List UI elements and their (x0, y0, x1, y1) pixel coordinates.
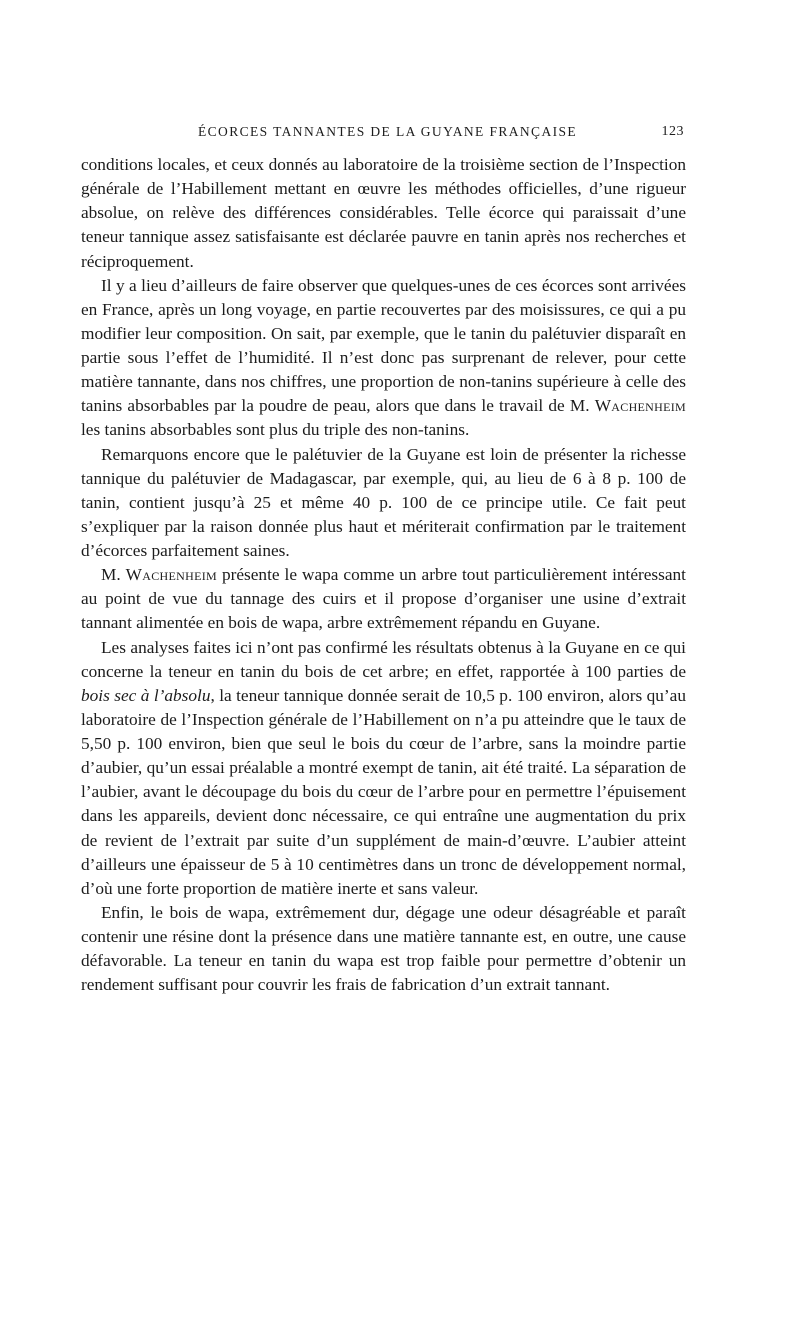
paragraph-2-text-a: Il y a lieu d’ailleurs de faire observer que quelques-unes de ces écorces sont arrivées en France, après un long voyage, en partie recouvertes par des moisissures, ce qui a pu modifier leur composition. On sait, par exemple, que le tanin du palétuvier disparaît en partie sous l’effet de l’humidité. Il n’est donc pas surprenant de relever, pour cette matière tannante, dans nos chiffres, une proportion de non-tanins supérieure à celle des tanins absorbables par la poudre de peau, alors que dans le travail de M. (81, 275, 686, 416)
author-name: Wachenheim (594, 396, 686, 416)
paragraph-5-text-b: , la teneur tannique donnée serait de 10,5 p. 100 environ, alors qu’au laboratoire de l’Inspection générale de l’Habillement on n’a pu atteindre que le taux de 5,50 p. 100 environ, bien que seul le bois du cœur de l’arbre, sans la moindre partie d’aubier, qu’un essai préalable a montré exempt de tanin, ait été traité. La séparation de l’aubier, avant le découpage du bois du cœur de l’arbre pour en permettre l’épuisement dans les appareils, devient donc nécessaire, ce qui entraîne une augmentation du prix de revient de l’extrait par suite d’un supplément de main-d’œuvre. L’aubier atteint d’ailleurs une épaisseur de 5 à 10 centimètres dans un tronc de développement normal, d’où une forte proportion de matière inerte et sans valeur. (81, 685, 686, 898)
paragraph-6-text: Enfin, le bois de wapa, extrêmement dur, dégage une odeur désagréable et paraît contenir une résine dont la présence dans une matière tannante est, en outre, une cause défavorable. La teneur en tanin du wapa est trop faible pour permettre d’obtenir un rendement suffisant pour couvrir les frais de fabrication d’un extrait tannant. (81, 902, 686, 995)
author-name: Wachenheim (125, 565, 217, 585)
italic-phrase: bois sec à l’absolu (81, 685, 211, 705)
paragraph-2 (81, 274, 686, 443)
body-text (81, 153, 686, 997)
page-number: 123 (661, 124, 684, 139)
paragraph-4-text-b: présente le wapa comme un arbre tout particulièrement intéressant au point de vue du tannage des cuirs et il propose d’organiser une usine d’extrait tannant alimentée en bois de wapa, arbre extrêmement répandu en Guyane. (81, 565, 686, 633)
running-head (80, 124, 684, 144)
paragraph-3 (81, 443, 686, 564)
paragraph-5-text-a: Les analyses faites ici n’ont pas confirmé les résultats obtenus à la Guyane en ce qui concerne la teneur en tanin du bois de cet arbre; en effet, rapportée à 100 parties de (81, 637, 686, 681)
paragraph-1 (81, 153, 686, 274)
running-title: ÉCORCES TANNANTES DE LA GUYANE FRANÇAISE (198, 124, 578, 139)
paragraph-5 (81, 636, 686, 901)
paragraph-4 (81, 563, 686, 635)
paragraph-2-text-b: les tanins absorbables sont plus du triple des non-tanins. (81, 420, 470, 440)
paragraph-1-text: conditions locales, et ceux donnés au laboratoire de la troisième section de l’Inspection générale de l’Habillement mettant en œuvre les méthodes officielles, d’une rigueur absolue, on relève des différences considérables. Telle écorce qui paraissait d’une teneur tannique assez satisfaisante est déclarée pauvre en tanin après nos recherches et réciproquement. (81, 155, 686, 271)
paragraph-6 (81, 901, 686, 998)
paragraph-3-text: Remarquons encore que le palétuvier de la Guyane est loin de présenter la richesse tannique du palétuvier de Madagascar, par exemple, qui, au lieu de 6 à 8 p. 100 de tanin, contient jusqu’à 25 et même 40 p. 100 de ce principe utile. Ce fait peut s’expliquer par la raison donnée plus haut et mériterait confirmation par le traitement d’écorces parfaitement saines. (81, 444, 686, 560)
paragraph-4-text-a: M. (101, 565, 121, 585)
